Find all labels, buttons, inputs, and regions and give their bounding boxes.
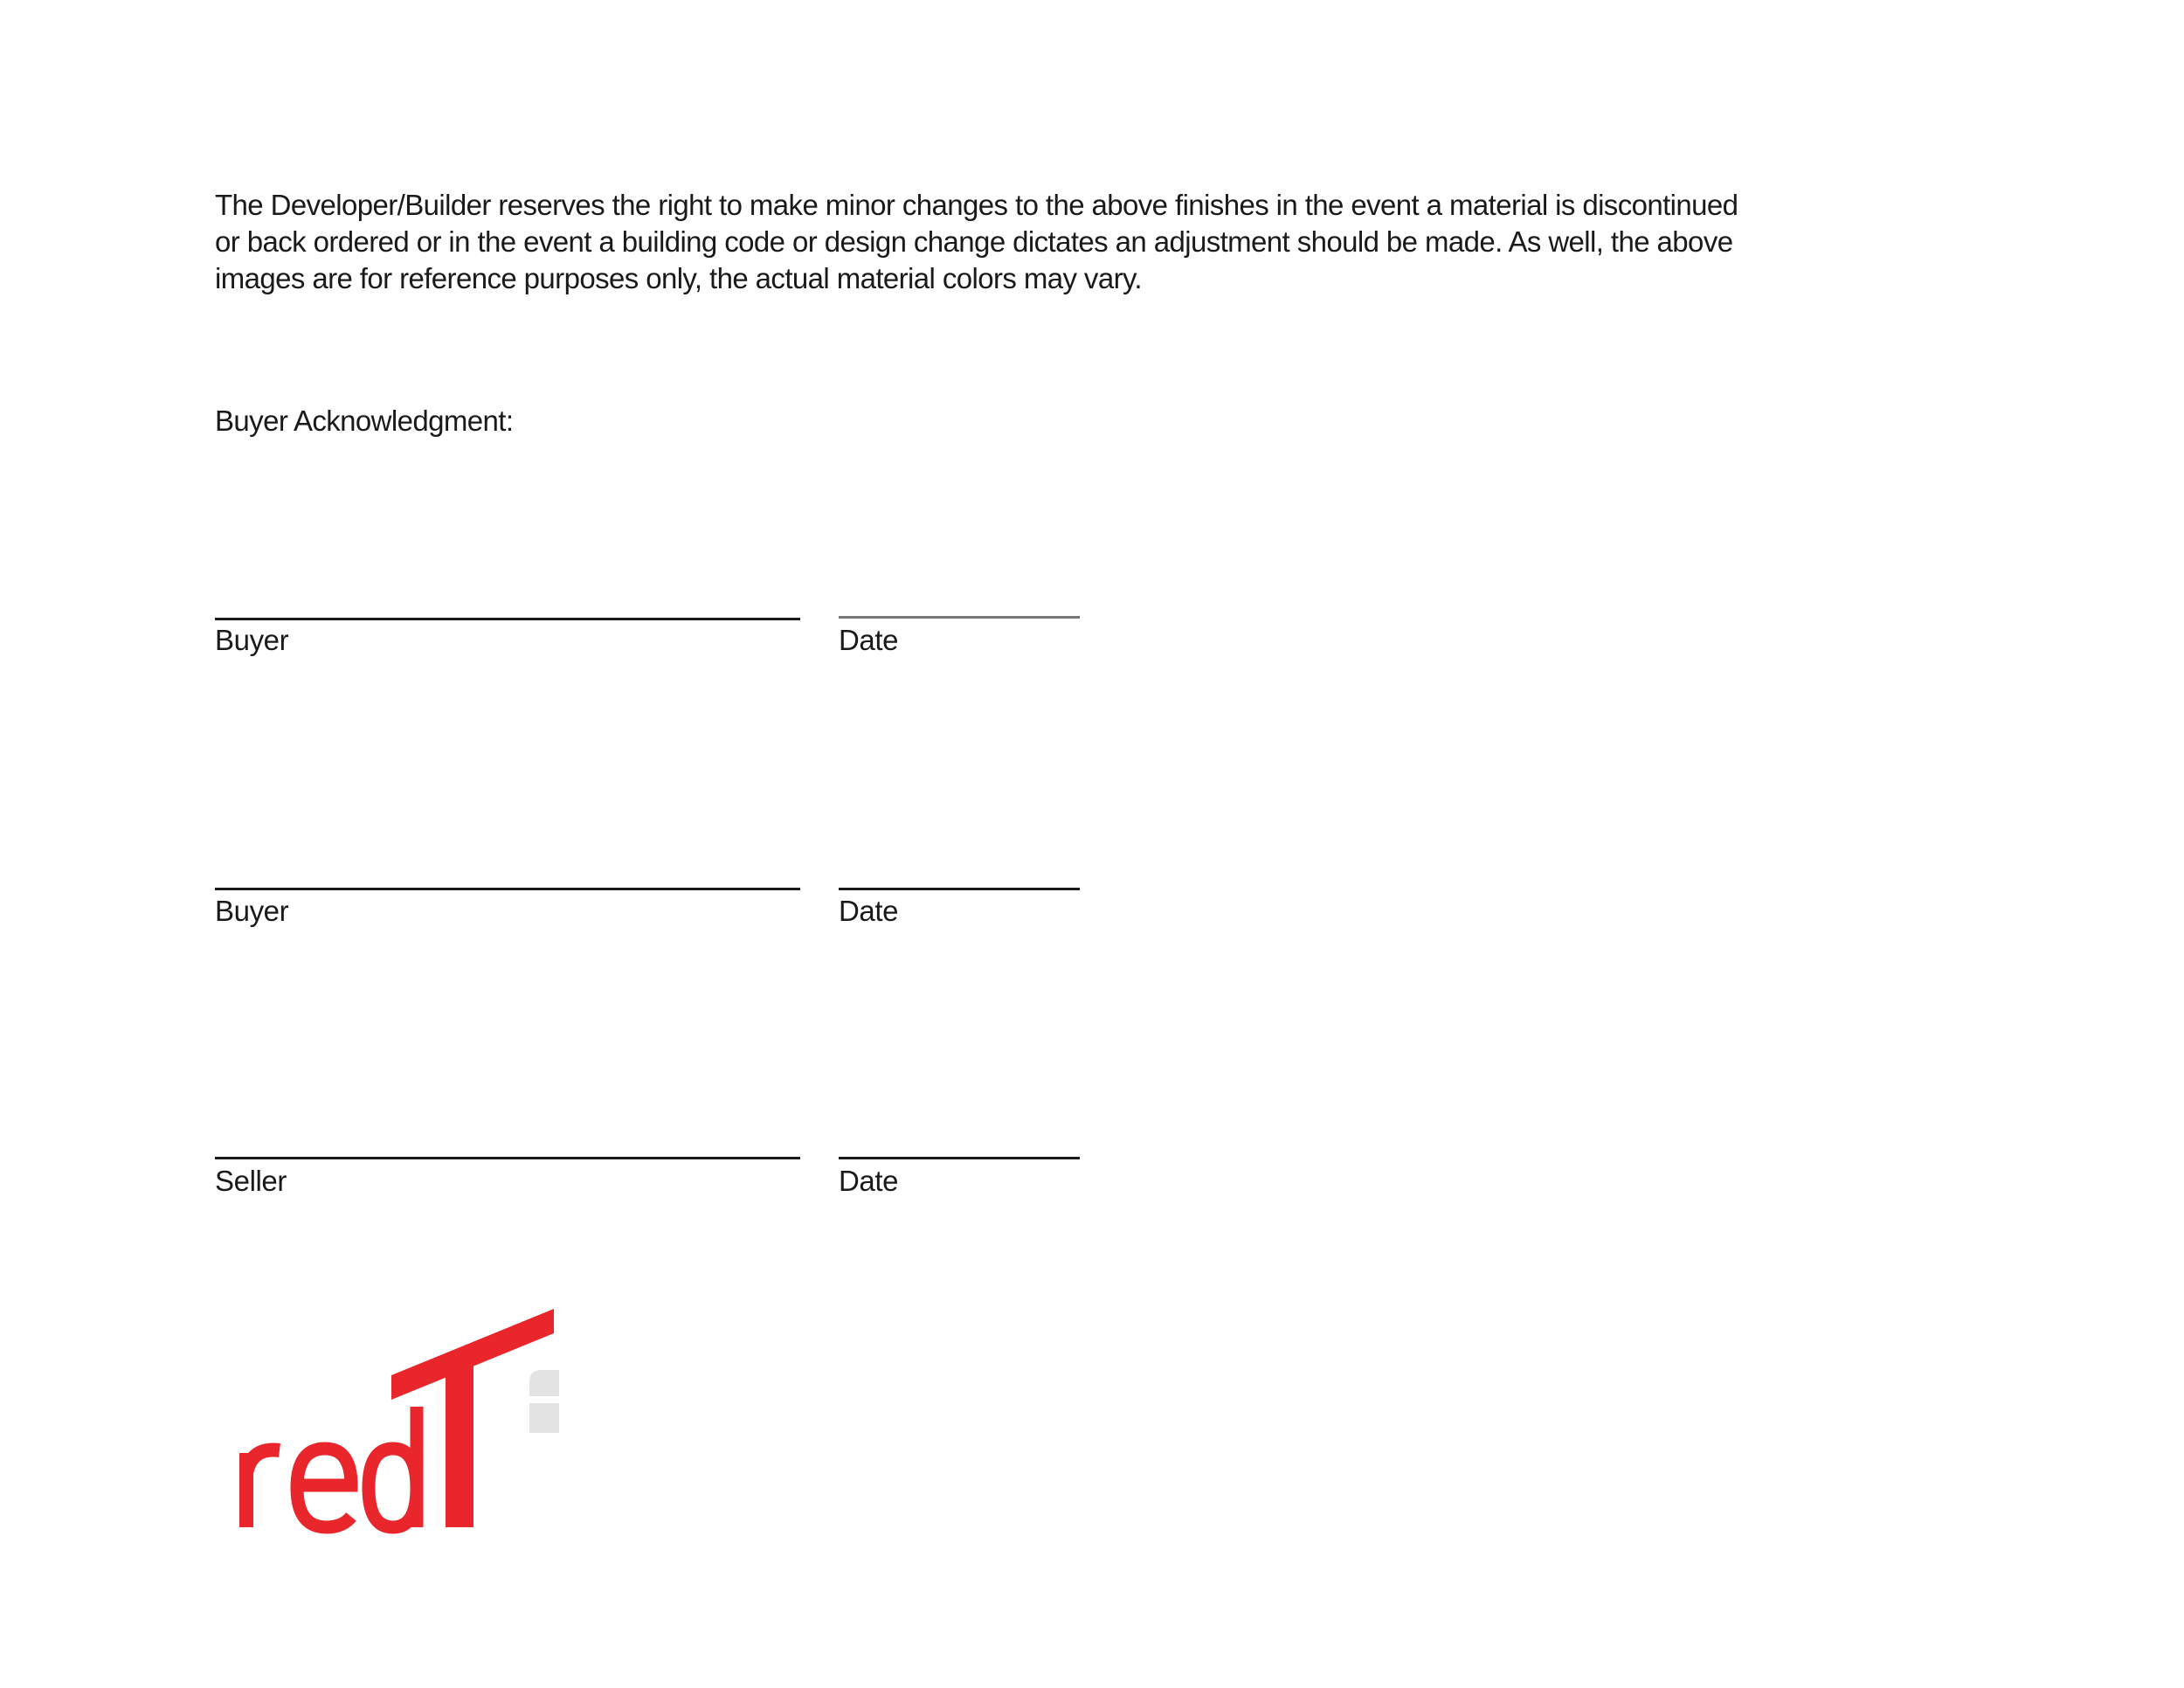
buyer-2-date-label: Date	[839, 895, 899, 927]
logo-t-stem	[446, 1363, 473, 1527]
buyer-1-date-label: Date	[839, 624, 899, 656]
disclaimer-paragraph	[215, 187, 1814, 297]
logo-window-bottom	[529, 1403, 559, 1433]
disclaimer-line: or back ordered or in the event a building code or design change dictates an adjustment should be made. As well, the above	[215, 225, 1733, 258]
disclaimer-line: The Developer/Builder reserves the right to make minor changes to the above finishes in the event a material is discontinued	[215, 189, 1738, 221]
seller-date-line[interactable]	[839, 1157, 1080, 1159]
logo-wordmark-r	[246, 1450, 280, 1527]
buyer-1-signature-line[interactable]	[215, 618, 800, 620]
redt-logo	[229, 1309, 561, 1536]
buyer-1-date-line[interactable]	[839, 616, 1080, 619]
logo-window-top	[529, 1370, 559, 1396]
logo-wordmark-d	[369, 1407, 417, 1527]
buyer-2-date-line[interactable]	[839, 888, 1080, 890]
buyer-2-signature-line[interactable]	[215, 888, 800, 890]
disclaimer-line: images are for reference purposes only, the actual material colors may vary.	[215, 262, 1142, 294]
buyer-2-label: Buyer	[215, 895, 289, 927]
logo-wordmark-e	[297, 1449, 351, 1527]
seller-date-label: Date	[839, 1165, 899, 1197]
seller-signature-line[interactable]	[215, 1157, 800, 1159]
buyer-1-label: Buyer	[215, 624, 289, 656]
acknowledgment-heading: Buyer Acknowledgment:	[215, 405, 514, 437]
seller-label: Seller	[215, 1165, 287, 1197]
